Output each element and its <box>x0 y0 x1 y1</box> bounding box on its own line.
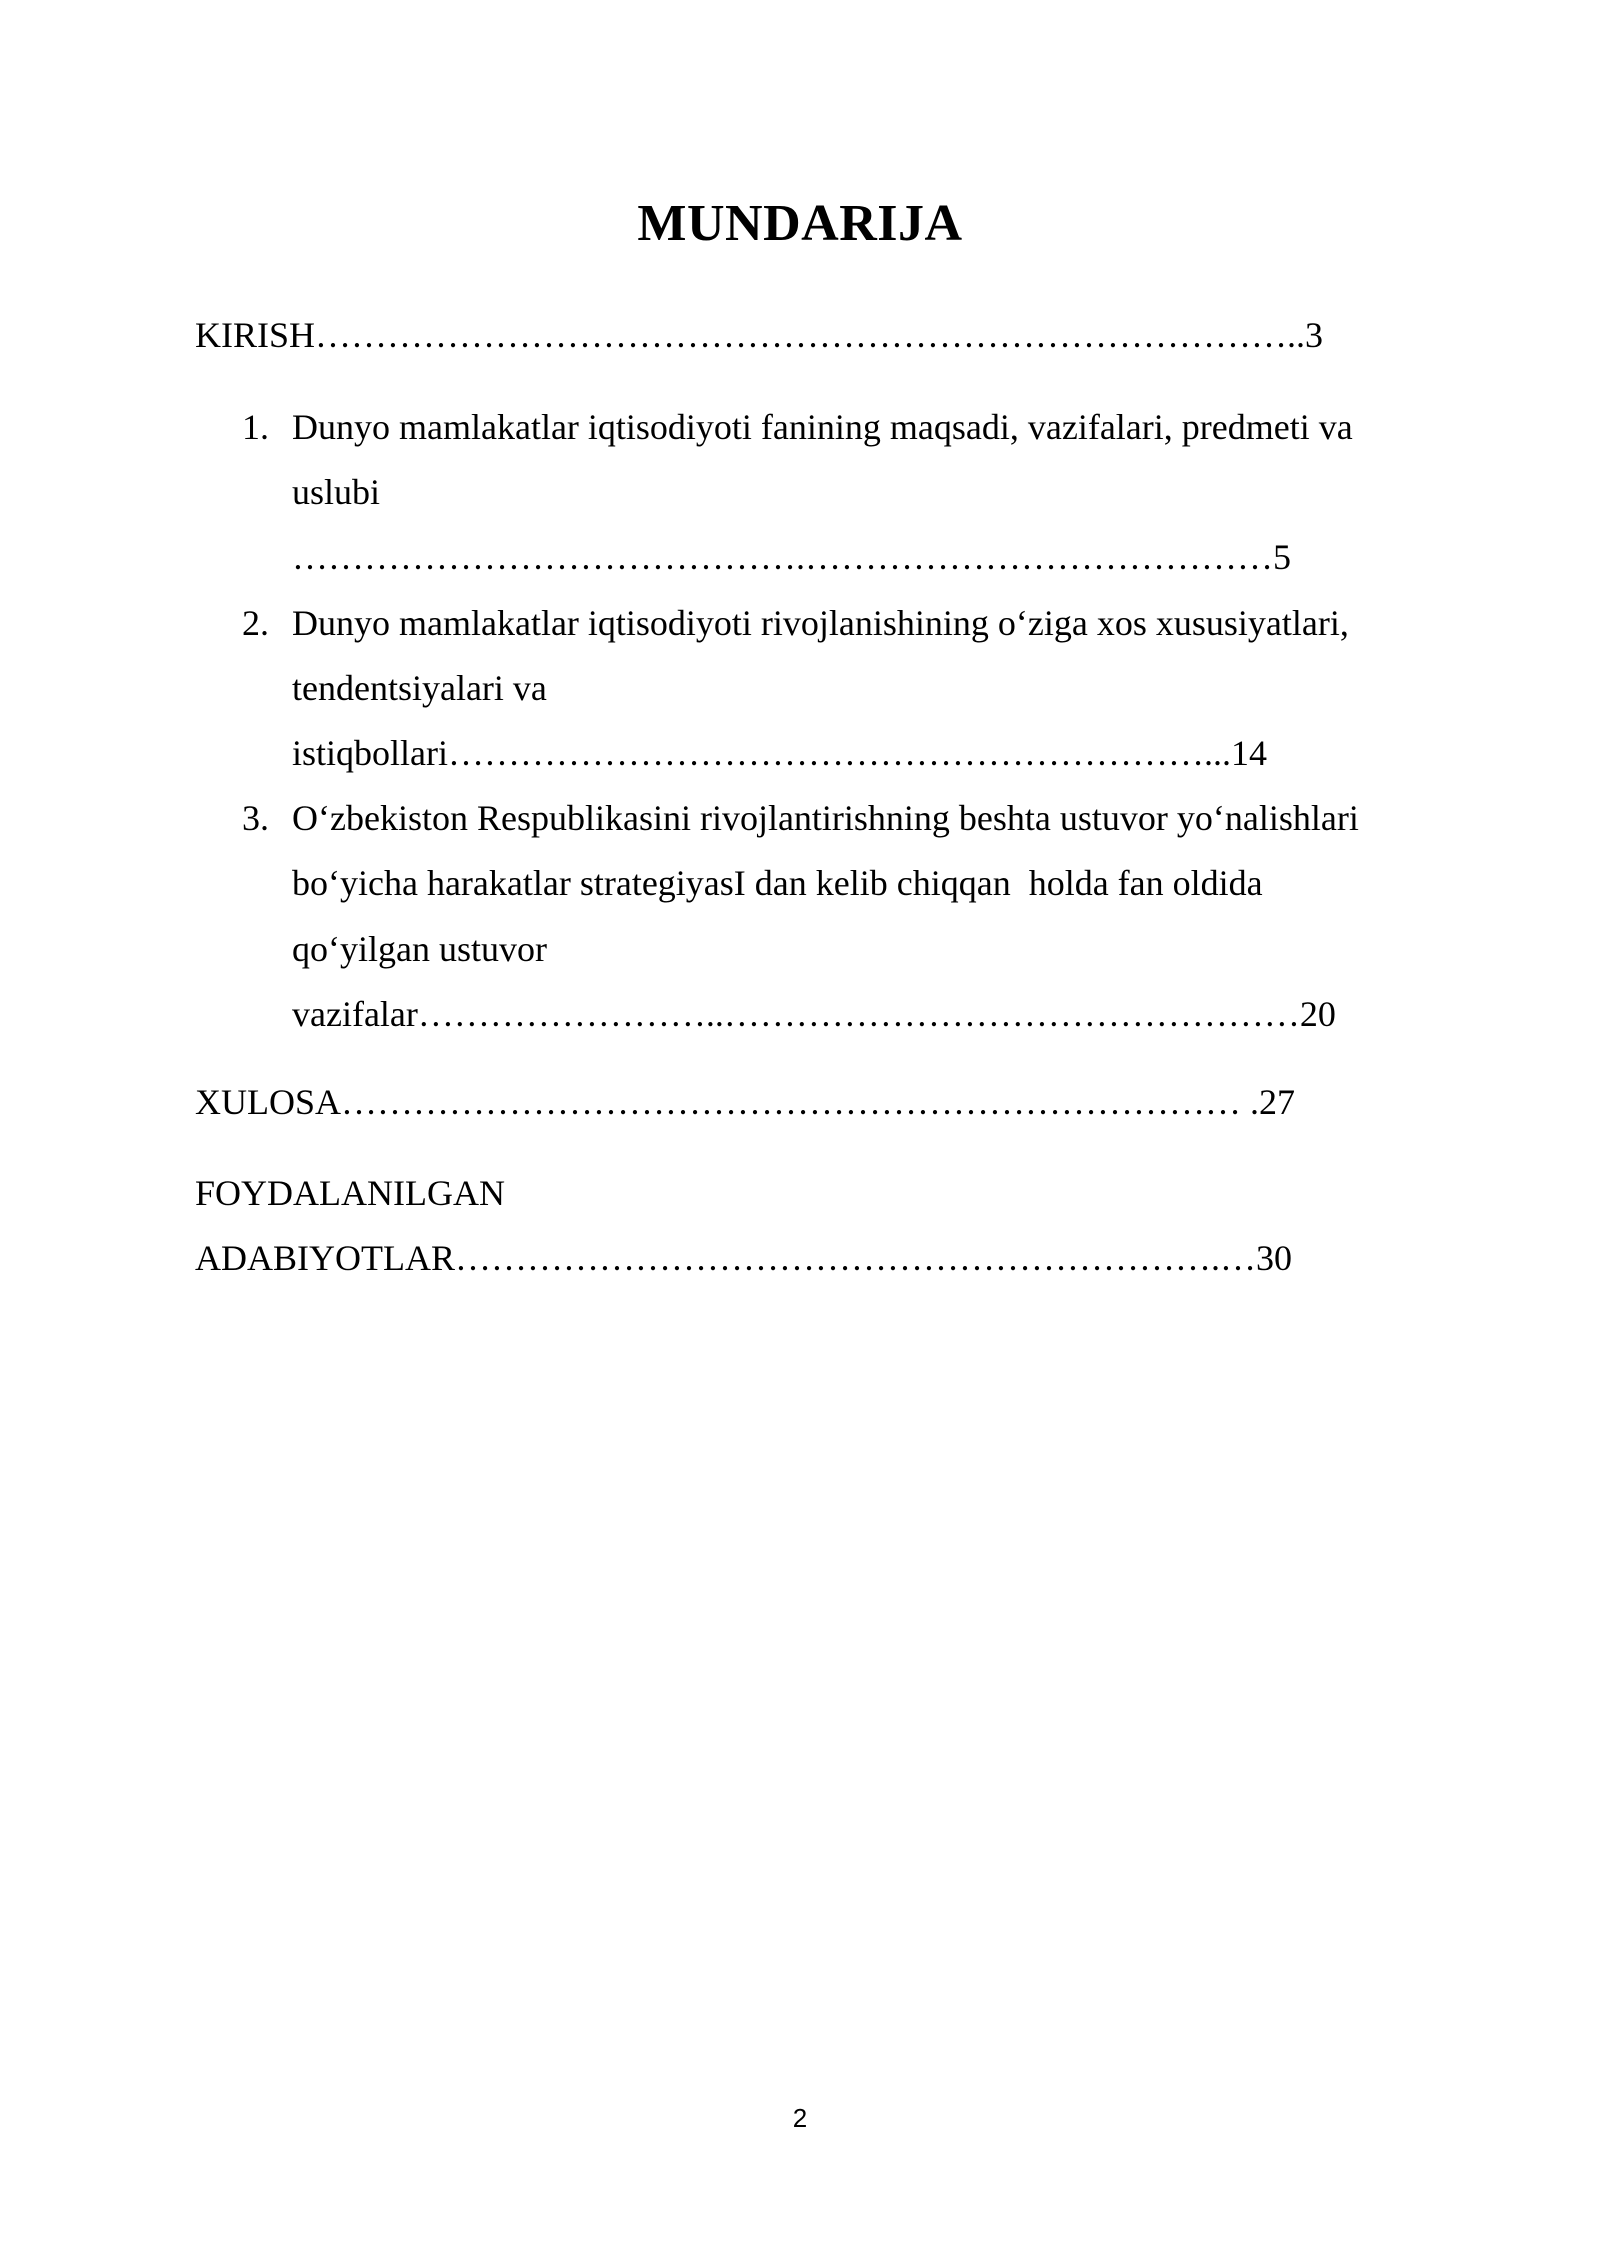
toc-entry-1-line-1: Dunyo mamlakatlar iqtisodiyoti fanining maqsadi, vazifalari, predmeti va <box>292 407 1353 447</box>
toc-entry-2-line-2: tendentsiyalari va <box>292 668 547 708</box>
toc-entry-3-number: 3. <box>242 798 269 838</box>
toc-entry-2-line-3: istiqbollari………………………………………………………...14 <box>292 733 1267 773</box>
toc-entry-2-number: 2. <box>242 603 269 643</box>
toc-entry-foydalanilgan-line-1: FOYDALANILGAN <box>195 1173 505 1213</box>
toc-entry-xulosa: XULOSA………………………………………………………………… .27 <box>195 1082 1296 1122</box>
toc-entry-3-line-1: O‘zbekiston Respublikasini rivojlantirishning beshta ustuvor yo‘nalishlari <box>292 798 1359 838</box>
toc-entry-3-line-3: qo‘yilgan ustuvor <box>292 929 547 969</box>
page-number: 2 <box>792 2103 808 2133</box>
toc-entry-3-line-4: vazifalar……………………..…………………………………………20 <box>292 994 1336 1034</box>
toc-entry-foydalanilgan-line-2: ADABIYOTLAR……………………………………………………….…30 <box>195 1238 1292 1278</box>
toc-entry-2-line-1: Dunyo mamlakatlar iqtisodiyoti rivojlanishining o‘ziga xos xususiyatlari, <box>292 603 1349 643</box>
page-title: MUNDARIJA <box>637 195 963 252</box>
toc-entry-1-number: 1. <box>242 407 269 447</box>
toc-entry-1-line-2: uslubi <box>292 472 381 512</box>
toc-entry-1-line-3: …………………………………….…………………………………5 <box>292 537 1291 577</box>
toc-entry-3-line-2: bo‘yicha harakatlar strategiyasI dan kelib chiqqan holda fan oldida <box>292 863 1263 903</box>
toc-entry-kirish: KIRISH………………………………………………………………………..3 <box>195 315 1324 355</box>
